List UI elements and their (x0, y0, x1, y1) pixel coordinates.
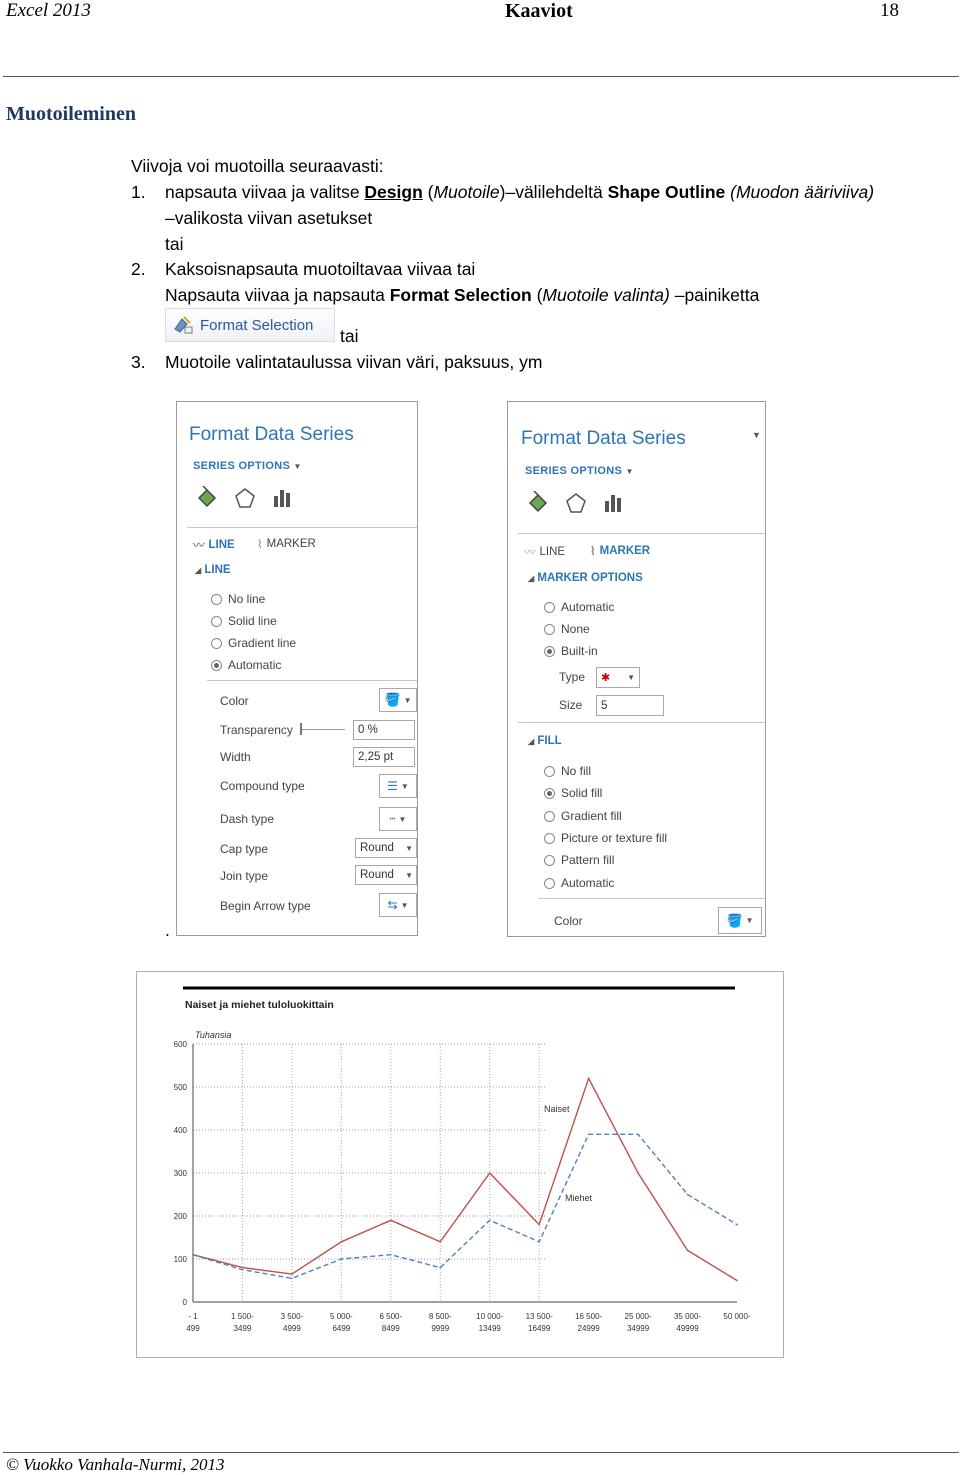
tab-marker[interactable]: ⌇ MARKER (590, 545, 651, 558)
y-tick-label: 600 (173, 1040, 187, 1049)
chevron-down-icon: ▼ (625, 467, 634, 476)
series-options-dropdown[interactable]: SERIES OPTIONS ▼ (193, 460, 302, 472)
data-point-naiset (390, 1220, 392, 1222)
data-point-naiset (538, 1224, 540, 1226)
radio-automatic[interactable]: Automatic (211, 658, 281, 672)
fill-line-icon[interactable] (195, 486, 219, 510)
radio-solid-line[interactable]: Solid line (211, 614, 277, 628)
format-selection-label: Format Selection (200, 316, 314, 334)
y-tick-label: 500 (173, 1083, 187, 1092)
radio-no-fill[interactable]: No fill (544, 764, 591, 778)
x-tick-label: 8 500- (428, 1312, 452, 1321)
effects-icon[interactable] (233, 486, 257, 510)
data-point-miehet (242, 1269, 244, 1271)
series-label-miehet: Miehet (565, 1193, 593, 1203)
panel-title: Format Data Series (521, 428, 686, 449)
header-rule (3, 76, 959, 77)
y-tick-label: 100 (173, 1255, 187, 1264)
x-tick-label: 16 500- (575, 1312, 603, 1321)
radio-gradient-line[interactable]: Gradient line (211, 636, 296, 650)
x-tick-label: 3499 (233, 1324, 252, 1333)
x-tick-label: 34999 (626, 1324, 650, 1333)
begin-arrow-type-label: Begin Arrow type (220, 899, 311, 913)
dash-icon: ┅ (389, 813, 396, 825)
fill-section-header[interactable]: ◢ FILL (528, 735, 562, 747)
join-type-dropdown[interactable]: Round ▼ (355, 865, 417, 885)
data-point-naiset (489, 1172, 491, 1174)
x-tick-label: 5 000- (330, 1312, 353, 1321)
data-point-naiset (242, 1267, 244, 1269)
width-label: Width (220, 750, 251, 764)
or-text-2: tai (340, 326, 359, 346)
y-tick-label: 300 (173, 1169, 187, 1178)
fill-color-label: Color (554, 914, 583, 928)
footer-copyright: © Vuokko Vanhala-Nurmi, 2013 (6, 1455, 225, 1474)
y-tick-label: 200 (173, 1212, 187, 1221)
transparency-spinner[interactable]: 0 % (353, 720, 415, 740)
marker-options-section-header[interactable]: ◢ MARKER OPTIONS (528, 572, 643, 584)
header-page-number: 18 (880, 0, 899, 21)
dash-type-label: Dash type (220, 812, 275, 826)
data-point-miehet (341, 1258, 343, 1260)
series-line-naiset (193, 1078, 737, 1280)
x-tick-label: 499 (186, 1324, 200, 1333)
join-type-label: Join type (220, 869, 269, 883)
x-tick-label: 4999 (283, 1324, 301, 1333)
tab-marker[interactable]: ⌇ MARKER (257, 538, 316, 551)
transparency-label: Transparency (220, 723, 293, 737)
step-2b-text: Napsauta viivaa ja napsauta Format Selection (Muotoile valinta) –painiketta (165, 285, 760, 305)
x-tick-label: 9999 (431, 1324, 450, 1333)
step-3-text: Muotoile valintataulussa viivan väri, paksuus, ym (165, 352, 543, 372)
data-point-naiset (439, 1241, 441, 1243)
tab-line[interactable]: 〰 LINE (524, 546, 566, 559)
arrows-icon: ⇆ (387, 898, 398, 912)
footer-rule (3, 1452, 959, 1453)
radio-picture-texture-fill[interactable]: Picture or texture fill (544, 831, 667, 845)
x-tick-label: 8499 (381, 1324, 400, 1333)
y-axis-label: Tuhansia (195, 1030, 232, 1040)
panel-menu-chevron-icon[interactable]: ▼ (752, 430, 761, 440)
x-tick-label: 16499 (528, 1324, 551, 1333)
radio-solid-fill[interactable]: Solid fill (544, 786, 602, 800)
x-tick-label: 1 500- (231, 1312, 254, 1321)
data-point-miehet (439, 1267, 441, 1269)
begin-arrow-type-dropdown[interactable]: ⇆ ▼ (379, 893, 417, 917)
radio-pattern-fill[interactable]: Pattern fill (544, 853, 614, 867)
format-selection-term: Format Selection (389, 285, 532, 305)
data-point-miehet (637, 1134, 639, 1136)
y-tick-label: 0 (182, 1298, 187, 1307)
step-1-number: 1. (131, 182, 146, 202)
intro-text: Viivoja voi muotoilla seuraavasti: (131, 156, 384, 176)
paint-bucket-icon: 🪣 (384, 692, 401, 707)
cap-type-label: Cap type (220, 842, 269, 856)
step-3-number: 3. (131, 352, 146, 372)
x-tick-label: 10 000- (476, 1312, 504, 1321)
marker-symbol-icon: ✱ (601, 672, 611, 684)
transparency-slider[interactable] (300, 729, 345, 730)
x-tick-label: 35 000- (673, 1312, 702, 1321)
data-point-naiset (341, 1241, 343, 1243)
x-tick-label: 24999 (577, 1324, 600, 1333)
data-point-miehet (538, 1241, 540, 1243)
width-spinner[interactable]: 2,25 pt (353, 747, 415, 767)
marker-type-dropdown[interactable]: ✱ ▼ (596, 667, 640, 688)
data-point-naiset (736, 1280, 738, 1282)
header-app-name: Excel 2013 (6, 0, 91, 21)
chart-container (136, 971, 784, 1358)
lines-icon: ☰ (387, 779, 398, 793)
x-tick-label: 13499 (478, 1324, 501, 1333)
data-point-naiset (637, 1172, 639, 1174)
line-chart (137, 972, 785, 1359)
radio-marker-none[interactable]: None (544, 622, 590, 636)
fill-color-picker-button[interactable]: 🪣 ▼ (718, 907, 762, 934)
data-point-miehet (192, 1254, 194, 1256)
marker-type-label: Type (559, 670, 586, 684)
data-point-miehet (291, 1278, 293, 1280)
data-point-naiset (588, 1078, 590, 1080)
chevron-down-icon: ▼ (293, 462, 302, 471)
chart-title: Naiset ja miehet tuloluokittain (185, 999, 334, 1011)
data-point-miehet (489, 1220, 491, 1222)
data-point-naiset (687, 1250, 689, 1252)
format-selection-icon (172, 315, 194, 335)
step-2-text: Kaksoisnapsauta muotoiltavaa viivaa tai (165, 259, 476, 279)
section-title: Muotoileminen (6, 103, 136, 125)
data-point-miehet (736, 1224, 738, 1226)
data-point-miehet (390, 1254, 392, 1256)
dash-type-dropdown[interactable]: ┅ ▼ (379, 807, 417, 831)
panel-title: Format Data Series (189, 424, 354, 445)
radio-fill-automatic[interactable]: Automatic (544, 876, 614, 890)
format-selection-button[interactable] (165, 308, 335, 342)
data-point-miehet (588, 1134, 590, 1136)
header-chapter: Kaaviot (505, 0, 573, 22)
paint-bucket-icon: 🪣 (726, 912, 743, 928)
transparency-slider-thumb[interactable] (300, 723, 302, 735)
data-point-miehet (687, 1194, 689, 1196)
stray-dot: . (165, 920, 170, 940)
radio-no-line[interactable]: No line (211, 592, 265, 606)
series-label-naiset: Naiset (544, 1104, 570, 1114)
or-text-1: tai (165, 234, 184, 254)
shape-outline-term: Shape Outline (607, 182, 726, 202)
x-tick-label: 49999 (676, 1324, 699, 1333)
x-tick-label: 3 500- (280, 1312, 304, 1321)
cap-type-dropdown[interactable]: Round ▼ (355, 838, 417, 858)
fill-line-icon[interactable] (526, 491, 550, 515)
data-point-naiset (291, 1273, 293, 1275)
radio-marker-automatic[interactable]: Automatic (544, 600, 614, 614)
marker-size-spinner[interactable]: 5 (596, 695, 664, 716)
marker-size-label: Size (559, 698, 583, 712)
x-tick-label: 25 000- (624, 1312, 652, 1321)
step-1-text: napsauta viivaa ja valitse Design (Muotoile)–välilehdeltä Shape Outline (Muodon ääriviiva) (165, 182, 875, 202)
radio-marker-built-in[interactable]: Built-in (544, 644, 598, 658)
format-data-series-panel-marker (507, 401, 766, 937)
radio-gradient-fill[interactable]: Gradient fill (544, 809, 622, 823)
series-options-icon[interactable] (602, 491, 626, 515)
color-label: Color (220, 694, 249, 708)
x-tick-label: 13 500- (525, 1312, 553, 1321)
compound-type-dropdown[interactable]: ☰ ▼ (379, 774, 417, 798)
design-term: Design (364, 182, 423, 202)
line-section-header[interactable]: ◢ LINE (195, 564, 231, 576)
y-tick-label: 400 (173, 1126, 187, 1135)
x-tick-label: 50 000- (723, 1312, 751, 1321)
step-1-text-cont: –valikosta viivan asetukset (165, 208, 373, 228)
x-tick-label: - 1 (188, 1312, 198, 1321)
color-picker-button[interactable]: 🪣 ▼ (379, 688, 417, 712)
x-tick-label: 6499 (332, 1324, 351, 1333)
compound-type-label: Compound type (220, 779, 305, 793)
step-2-number: 2. (131, 259, 146, 279)
tab-line[interactable]: 〰 LINE (193, 539, 235, 552)
series-options-dropdown[interactable]: SERIES OPTIONS ▼ (525, 465, 634, 477)
format-data-series-panel-line (176, 401, 418, 936)
effects-icon[interactable] (564, 491, 588, 515)
series-options-icon[interactable] (271, 486, 295, 510)
x-tick-label: 6 500- (379, 1312, 403, 1321)
